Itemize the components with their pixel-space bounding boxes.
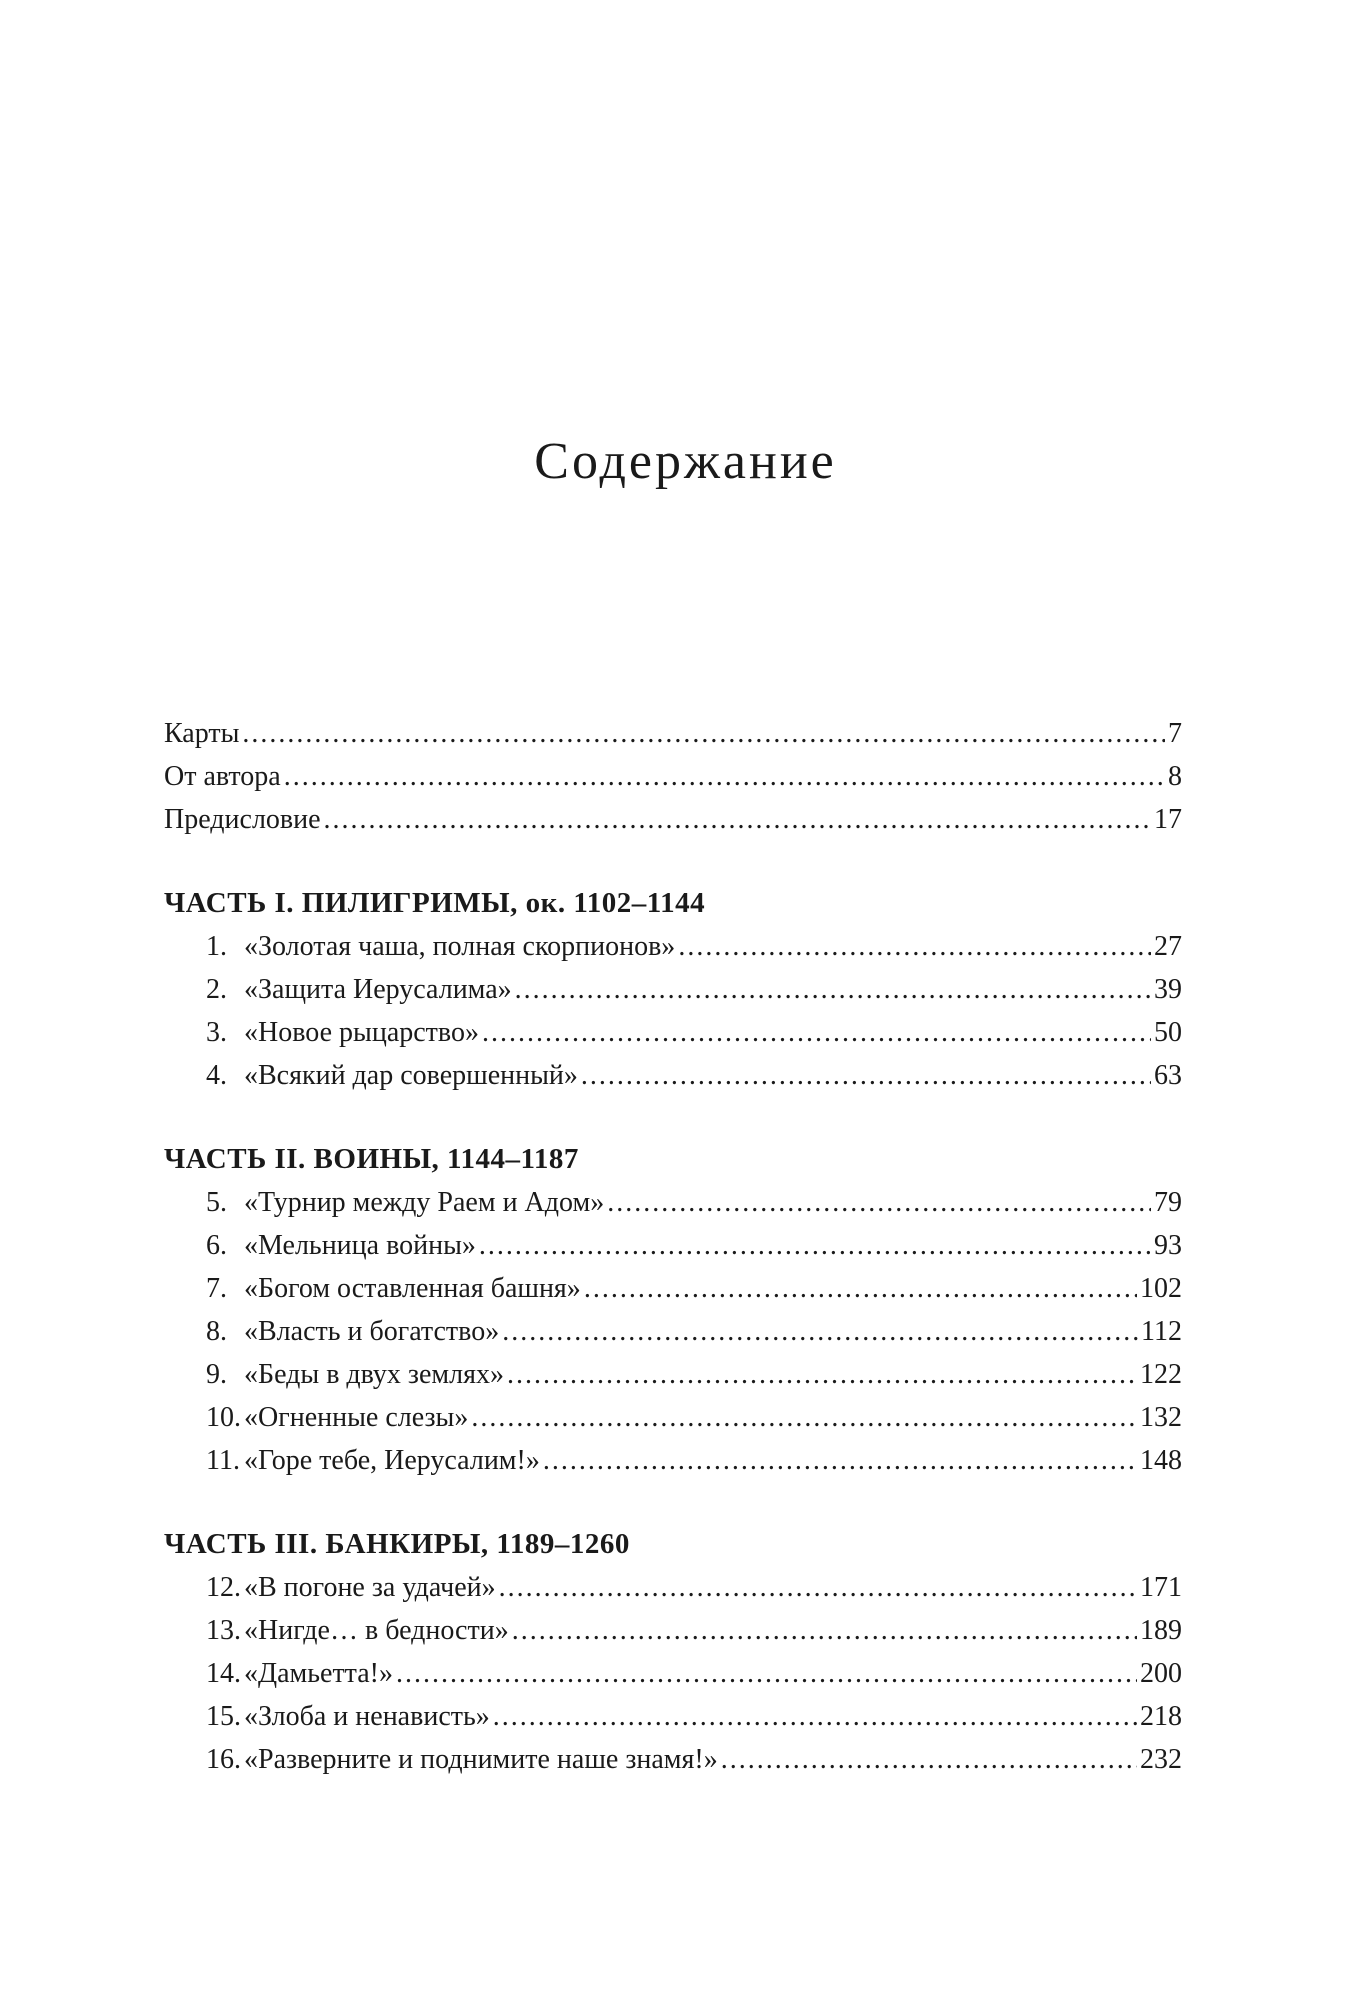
dot-leader [721,1738,1137,1781]
chapter-number: 7. [206,1273,227,1304]
dot-leader [471,1396,1137,1439]
toc-entry-from-author[interactable] [164,755,1182,798]
dot-leader [284,755,1165,798]
chapter-number: 2. [206,974,227,1005]
dot-leader [482,1011,1151,1054]
chapter-page: 122 [1140,1359,1182,1390]
toc-chapter[interactable] [164,1267,1182,1310]
toc-entry-page: 8 [1168,761,1182,792]
chapter-title: «Всякий дар совершенный» [244,1060,578,1091]
toc-chapter[interactable] [164,968,1182,1011]
toc-entry-page: 17 [1154,804,1182,835]
chapter-number: 8. [206,1316,227,1347]
dot-leader [507,1353,1137,1396]
toc-entry-title: Предисловие [164,804,321,835]
chapter-title: «Разверните и поднимите наше знамя!» [244,1744,718,1775]
chapter-page: 27 [1154,931,1182,962]
toc-chapter[interactable] [164,1396,1182,1439]
chapter-title: «Новое рыцарство» [244,1017,479,1048]
toc-entry-maps[interactable] [164,712,1182,755]
chapter-number: 5. [206,1187,227,1218]
toc-chapter[interactable] [164,1181,1182,1224]
chapter-page: 79 [1154,1187,1182,1218]
toc-chapter[interactable] [164,1310,1182,1353]
chapter-title: «Турнир между Раем и Адом» [244,1187,605,1218]
chapter-title: «Богом оставленная башня» [244,1273,581,1304]
chapter-page: 200 [1140,1658,1182,1689]
dot-leader [584,1267,1137,1310]
chapter-number: 4. [206,1060,227,1091]
chapter-number: 16. [206,1744,241,1775]
chapter-number: 12. [206,1572,241,1603]
dot-leader [499,1566,1137,1609]
toc-chapter[interactable] [164,1224,1182,1267]
page-title: Содержание [534,433,837,490]
chapter-number: 11. [206,1445,240,1476]
toc-chapter[interactable] [164,1652,1182,1695]
chapter-title: «Золотая чаша, полная скорпионов» [244,931,676,962]
table-of-contents [164,712,1182,1781]
chapter-title: «Беды в двух землях» [244,1359,504,1390]
chapter-number: 1. [206,931,227,962]
toc-chapter[interactable] [164,1738,1182,1781]
chapter-page: 50 [1154,1017,1182,1048]
chapter-page: 148 [1140,1445,1182,1476]
chapter-number: 15. [206,1701,241,1732]
chapter-title: «Защита Иерусалима» [244,974,512,1005]
chapter-title: «Горе тебе, Иерусалим!» [244,1445,540,1476]
dot-leader [396,1652,1137,1695]
chapter-title: «Мельница войны» [244,1230,476,1261]
dot-leader [479,1224,1151,1267]
chapter-page: 171 [1140,1572,1182,1603]
chapter-number: 3. [206,1017,227,1048]
chapter-number: 10. [206,1402,241,1433]
dot-leader [502,1310,1138,1353]
chapter-title: «Злоба и ненависть» [244,1701,490,1732]
chapter-page: 39 [1154,974,1182,1005]
toc-chapter[interactable] [164,1011,1182,1054]
toc-entry-title: Карты [164,718,240,749]
toc-entry-title: От автора [164,761,281,792]
dot-leader [543,1439,1137,1482]
part-heading-2[interactable]: ЧАСТЬ II. ВОИНЫ, 1144–1187 [164,1143,579,1175]
chapter-page: 93 [1154,1230,1182,1261]
toc-chapter[interactable] [164,1695,1182,1738]
chapter-title: «Власть и богатство» [244,1316,500,1347]
toc-chapter[interactable] [164,925,1182,968]
toc-chapter[interactable] [164,1054,1182,1097]
dot-leader [493,1695,1137,1738]
dot-leader [515,968,1151,1011]
chapter-page: 102 [1140,1273,1182,1304]
toc-entry-preface[interactable] [164,798,1182,841]
dot-leader [678,925,1151,968]
chapter-page: 63 [1154,1060,1182,1091]
toc-chapter[interactable] [164,1566,1182,1609]
chapter-number: 13. [206,1615,241,1646]
chapter-number: 6. [206,1230,227,1261]
chapter-title: «Дамьетта!» [244,1658,394,1689]
part-heading-3[interactable]: ЧАСТЬ III. БАНКИРЫ, 1189–1260 [164,1528,630,1560]
chapter-page: 112 [1141,1316,1182,1347]
chapter-title: «Нигде… в бедности» [244,1615,509,1646]
toc-entry-page: 7 [1168,718,1182,749]
dot-leader [607,1181,1151,1224]
chapter-number: 14. [206,1658,241,1689]
toc-chapter[interactable] [164,1609,1182,1652]
dot-leader [581,1054,1151,1097]
chapter-page: 189 [1140,1615,1182,1646]
chapter-page: 132 [1140,1402,1182,1433]
dot-leader [512,1609,1137,1652]
chapter-page: 218 [1140,1701,1182,1732]
part-heading-1[interactable]: ЧАСТЬ I. ПИЛИГРИМЫ, ок. 1102–1144 [164,887,706,919]
toc-chapter[interactable] [164,1353,1182,1396]
chapter-number: 9. [206,1359,227,1390]
chapter-title: «Огненные слезы» [244,1402,469,1433]
toc-chapter[interactable] [164,1439,1182,1482]
chapter-page: 232 [1140,1744,1182,1775]
dot-leader [242,712,1165,755]
chapter-title: «В погоне за удачей» [244,1572,496,1603]
dot-leader [324,798,1151,841]
